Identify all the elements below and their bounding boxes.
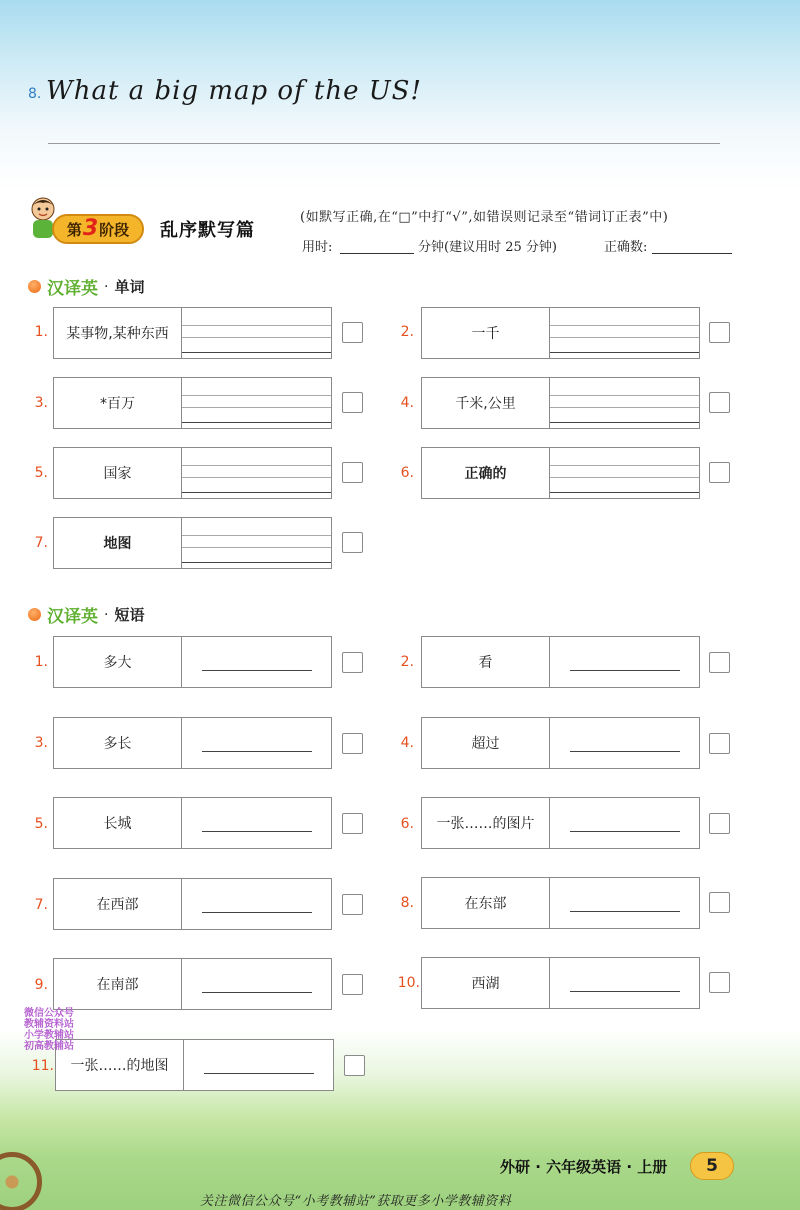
item-number: 7.	[34, 897, 48, 913]
bullet-icon	[28, 280, 41, 293]
check-box[interactable]	[709, 972, 730, 993]
answer-area[interactable]	[182, 518, 331, 568]
stage-badge-pre: 第	[66, 220, 82, 239]
word-item-2	[421, 307, 700, 359]
chinese-prompt: 一千	[422, 308, 550, 358]
section-subtitle: 单词	[114, 278, 145, 296]
chinese-prompt: 国家	[54, 448, 182, 498]
check-box[interactable]	[342, 974, 363, 995]
item-number: 2.	[400, 324, 414, 340]
correct-count-blank[interactable]	[652, 253, 732, 254]
chinese-prompt: *百万	[54, 378, 182, 428]
chinese-prompt: 在南部	[54, 959, 182, 1009]
chinese-prompt: 在西部	[54, 879, 182, 929]
stage-title: 乱序默写篇	[160, 220, 255, 241]
watermark-line: 教辅资料站	[24, 1019, 74, 1030]
chinese-prompt: 千米,公里	[422, 378, 550, 428]
section-subtitle: 短语	[114, 606, 145, 624]
phrase-item-2	[421, 636, 700, 688]
chinese-prompt: 看	[422, 637, 550, 687]
item-number: 2.	[400, 654, 414, 670]
item-number: 7.	[34, 535, 48, 551]
item-number: 3.	[34, 395, 48, 411]
stage-badge	[52, 214, 144, 244]
phrase-item-9	[53, 958, 332, 1010]
item-number: 4.	[400, 735, 414, 751]
writing-line	[48, 143, 720, 144]
answer-area[interactable]	[550, 637, 699, 687]
check-box[interactable]	[342, 813, 363, 834]
instruction-note: (如默写正确,在“□”中打“√”,如错误则记录至“错词订正表”中)	[300, 210, 669, 225]
chinese-prompt: 多长	[54, 718, 182, 768]
chinese-prompt: 地图	[54, 518, 182, 568]
section-separator: ·	[104, 278, 109, 295]
check-box[interactable]	[342, 532, 363, 553]
chinese-prompt: 西湖	[422, 958, 550, 1008]
watermark-line: 小学教辅站	[24, 1030, 74, 1041]
answer-area[interactable]	[184, 1040, 333, 1090]
chinese-prompt: 多大	[54, 637, 182, 687]
chinese-prompt: 一张……的图片	[422, 798, 550, 848]
check-box[interactable]	[709, 733, 730, 754]
check-box[interactable]	[709, 322, 730, 343]
answer-area[interactable]	[550, 958, 699, 1008]
word-item-5	[53, 447, 332, 499]
check-box[interactable]	[342, 652, 363, 673]
phrase-item-3	[53, 717, 332, 769]
word-item-4	[421, 377, 700, 429]
answer-area[interactable]	[182, 308, 331, 358]
answer-area[interactable]	[182, 959, 331, 1009]
check-box[interactable]	[709, 813, 730, 834]
page-number: 5	[690, 1152, 734, 1180]
section-title: 汉译英	[47, 607, 98, 627]
chinese-prompt: 长城	[54, 798, 182, 848]
check-box[interactable]	[342, 392, 363, 413]
wheel-decoration-icon	[0, 1152, 42, 1210]
phrase-item-4	[421, 717, 700, 769]
phrase-item-5	[53, 797, 332, 849]
item-number: 6.	[400, 816, 414, 832]
stage-badge-post: 阶段	[99, 220, 130, 239]
word-item-7	[53, 517, 332, 569]
section-separator: ·	[104, 606, 109, 623]
section-title: 汉译英	[47, 279, 98, 299]
answer-area[interactable]	[550, 878, 699, 928]
phrase-item-11	[55, 1039, 334, 1091]
check-box[interactable]	[709, 462, 730, 483]
watermark	[24, 1008, 74, 1052]
phrase-item-10	[421, 957, 700, 1009]
check-box[interactable]	[709, 892, 730, 913]
item-number: 8.	[400, 895, 414, 911]
bullet-icon	[28, 608, 41, 621]
book-title: 外研 · 六年级英语 · 上册	[500, 1158, 668, 1176]
chinese-prompt: 某事物,某种东西	[54, 308, 182, 358]
answer-area[interactable]	[182, 718, 331, 768]
phrase-item-6	[421, 797, 700, 849]
section-head-phrases	[28, 602, 144, 627]
answer-area[interactable]	[182, 879, 331, 929]
answer-area[interactable]	[550, 718, 699, 768]
answer-area[interactable]	[182, 798, 331, 848]
item-number: 6.	[400, 465, 414, 481]
word-item-1	[53, 307, 332, 359]
check-box[interactable]	[344, 1055, 365, 1076]
check-box[interactable]	[342, 322, 363, 343]
item-number: 5.	[34, 465, 48, 481]
check-box[interactable]	[709, 392, 730, 413]
check-box[interactable]	[709, 652, 730, 673]
answer-area[interactable]	[550, 448, 699, 498]
stage-badge-number: 3	[82, 216, 99, 241]
sentence-text: What a big map of the US!	[46, 76, 422, 106]
answer-area[interactable]	[550, 378, 699, 428]
watermark-line: 初高教辅站	[24, 1041, 74, 1052]
time-label: 用时:	[302, 240, 333, 255]
check-box[interactable]	[342, 462, 363, 483]
item-number: 10.	[397, 975, 420, 991]
chinese-prompt: 正确的	[422, 448, 550, 498]
answer-area[interactable]	[182, 637, 331, 687]
check-box[interactable]	[342, 733, 363, 754]
answer-area[interactable]	[550, 798, 699, 848]
item-number: 1.	[34, 654, 48, 670]
chinese-prompt: 超过	[422, 718, 550, 768]
promo-note: 关注微信公众号“小考教辅站”获取更多小学教辅资料	[200, 1194, 512, 1209]
item-number: 5.	[34, 816, 48, 832]
answer-area[interactable]	[182, 448, 331, 498]
word-item-6	[421, 447, 700, 499]
correct-count-label: 正确数:	[604, 240, 648, 255]
chinese-prompt: 在东部	[422, 878, 550, 928]
item-number: 9.	[34, 977, 48, 993]
chinese-prompt: 一张……的地图	[56, 1040, 184, 1090]
check-box[interactable]	[342, 894, 363, 915]
answer-area[interactable]	[182, 378, 331, 428]
word-item-3	[53, 377, 332, 429]
watermark-line: 微信公众号	[24, 1008, 74, 1019]
phrase-item-7	[53, 878, 332, 930]
section-head-words	[28, 274, 144, 299]
time-blank[interactable]	[340, 253, 414, 254]
time-suffix: 分钟(建议用时 25 分钟)	[418, 240, 557, 255]
item-number: 11.	[31, 1058, 54, 1074]
sentence-number: 8.	[28, 86, 42, 102]
item-number: 1.	[34, 324, 48, 340]
answer-area[interactable]	[550, 308, 699, 358]
phrase-item-8	[421, 877, 700, 929]
phrase-item-1	[53, 636, 332, 688]
item-number: 3.	[34, 735, 48, 751]
item-number: 4.	[400, 395, 414, 411]
